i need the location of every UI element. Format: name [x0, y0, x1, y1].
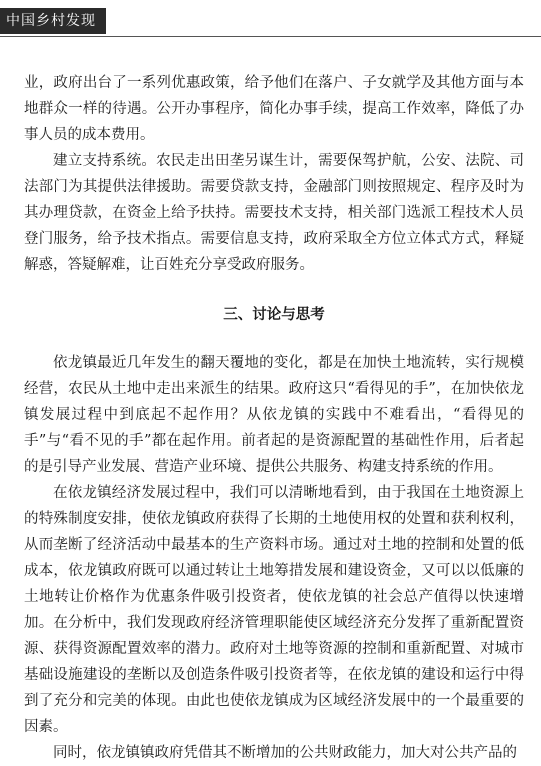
header-divider: [0, 36, 541, 37]
paragraph-3: 依龙镇最近几年发生的翻天覆地的变化，都是在加快土地流转，实行规模经营，农民从土地中走出来派生的结果。政府这只“看得见的手”，在加快依龙镇发展过程中到底起不起作用？从依龙镇的实践中不难看出，“看得见的手”与“看不见的手”都在起作用。前者起的是资源配置的基础性作用，后者起的是引导产业发展、营造产业环境、提供公共服务、构建支持系统的作用。: [24, 355, 524, 475]
paragraph-4: 在依龙镇经济发展过程中，我们可以清晰地看到，由于我国在土地资源上的特殊制度安排，使依龙镇政府获得了长期的土地使用权的处置和获利权利，从而垄断了经济活动中最基本的生产资料市场。通过对土地的控制和处置的低成本，依龙镇政府既可以通过转让土地筹措发展和建设资金，又可以以低廉的土地转让价格作为优惠条件吸引投资者，使依龙镇的社会总产值得以快速增加。在分析中，我们发现政府经济管理职能使区域经济充分发挥了重新配置资源、获得资源配置效率的潜力。政府对土地等资源的控制和重新配置、对城市基础设施建设的垄断以及创造条件吸引投资者等，在依龙镇的建设和运行中得到了充分和完美的体现。由此也使依龙镇成为区域经济发展中的一个最重要的因素。: [24, 485, 524, 735]
paragraph-1: 业，政府出台了一系列优惠政策，给予他们在落户、子女就学及其他方面与本地群众一样的待遇。公开办事程序，简化办事手续，提高工作效率，降低了办事人员的成本费用。: [24, 75, 524, 143]
section-title: 三、讨论与思考: [223, 307, 325, 323]
article-body: [24, 70, 524, 766]
header-label: 中国乡村发现: [0, 8, 106, 34]
paragraph-5: 同时，依龙镇镇政府凭借其不断增加的公共财政能力，加大对公共产品的: [53, 745, 517, 761]
paragraph-2: 建立支持系统。农民走出田垄另谋生计，需要保驾护航，公安、法院、司法部门为其提供法律援助。需要贷款支持，金融部门则按照规定、程序及时为其办理贷款，在资金上给予扶持。需要技术支持，相关部门选派工程技术人员登门服务，给予技术指点。需要信息支持，政府采取全方位立体式方式，释疑解惑，答疑解难，让百姓充分享受政府服务。: [24, 153, 524, 273]
